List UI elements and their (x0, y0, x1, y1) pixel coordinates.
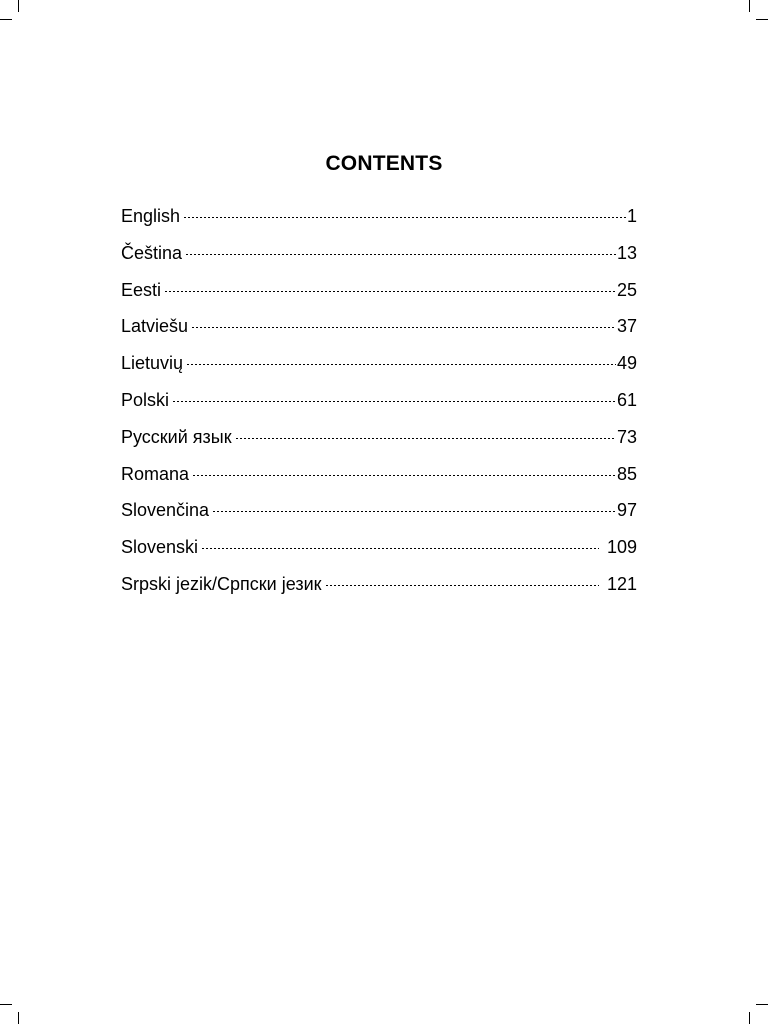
toc-entry[interactable] (121, 345, 637, 382)
toc-dot-leader (164, 291, 616, 292)
toc-dot-leader (235, 438, 616, 439)
toc-dot-leader (172, 401, 616, 402)
crop-mark-top-left-h (0, 19, 12, 20)
toc-entry[interactable] (121, 272, 637, 309)
toc-entry-label: Slovenčina (121, 500, 210, 521)
toc-entry[interactable] (121, 198, 637, 235)
toc-entry-page: 97 (616, 500, 637, 521)
toc-entry-page: 85 (616, 463, 637, 484)
toc-entry-page: 121 (606, 573, 637, 594)
toc-entry[interactable] (121, 419, 637, 456)
toc-entry-label: Srpski jezik/Српски језик (121, 573, 322, 594)
crop-mark-top-right-v (749, 0, 750, 12)
toc-entry-label: Русский язык (121, 426, 232, 447)
toc-dot-leader (201, 548, 599, 549)
toc-entry[interactable] (121, 456, 637, 493)
table-of-contents (121, 198, 637, 603)
toc-dot-leader (325, 585, 599, 586)
toc-dot-leader (183, 217, 626, 218)
toc-entry-label: Čeština (121, 242, 183, 263)
toc-entry[interactable] (121, 529, 637, 566)
crop-mark-top-right-h (756, 19, 768, 20)
toc-dot-leader (192, 475, 616, 476)
toc-entry-label: Eesti (121, 279, 162, 300)
crop-mark-bottom-right-v (749, 1012, 750, 1024)
toc-entry-page: 37 (616, 316, 637, 337)
toc-entry-page: 25 (616, 279, 637, 300)
toc-dot-leader (185, 254, 616, 255)
toc-entry-page: 1 (626, 206, 637, 226)
crop-mark-bottom-left-h (0, 1004, 12, 1005)
toc-entry[interactable] (121, 566, 637, 603)
toc-entry-page: 13 (616, 242, 637, 263)
crop-mark-bottom-left-v (18, 1012, 19, 1024)
toc-entry-page: 73 (616, 426, 637, 447)
toc-dot-leader (212, 511, 616, 512)
toc-entry-label: Romana (121, 463, 190, 484)
toc-entry-label: Slovenski (121, 537, 199, 558)
page-title: CONTENTS (325, 152, 443, 175)
toc-entry-label: English (121, 206, 181, 226)
toc-entry-page: 49 (616, 353, 637, 374)
toc-entry-page: 109 (606, 537, 637, 558)
toc-entry-label: Latviešu (121, 316, 189, 337)
crop-mark-top-left-v (18, 0, 19, 12)
toc-entry-page: 61 (616, 389, 637, 410)
toc-dot-leader (186, 364, 616, 365)
crop-mark-bottom-right-h (756, 1004, 768, 1005)
toc-entry-label: Lietuvių (121, 353, 184, 374)
toc-dot-leader (191, 327, 616, 328)
toc-entry[interactable] (121, 382, 637, 419)
toc-entry-label: Polski (121, 389, 170, 410)
toc-entry[interactable] (121, 235, 637, 272)
toc-entry[interactable] (121, 492, 637, 529)
toc-entry[interactable] (121, 308, 637, 345)
